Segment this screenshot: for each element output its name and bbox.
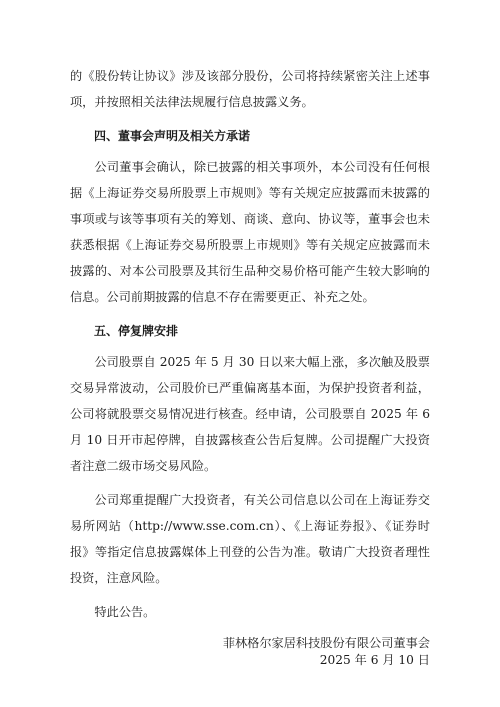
signature-company: 菲林格尔家居科技股份有限公司董事会 xyxy=(222,636,430,650)
section-4-body: 公司董事会确认，除已披露的相关事项外，本公司没有任何根据《上海证券交易所股票上市规则》等有关规定应披露而未披露的事项或与该等事项有关的筹划、商谈、意向、协议等，董事会也未获悉根据《上海证券交易所股票上市规则》等有关规定应披露而未披露的、对本公司股票及其衍生品种交易价格可能产生较大影响的信息。公司前期披露的信息不存在需要更正、补充之处。 xyxy=(70,160,430,304)
section-5-heading: 五、停复牌安排 xyxy=(94,324,179,338)
section-5-body: 公司股票自 2025 年 5 月 30 日以来大幅上涨，多次触及股票交易异常波动，公司股价已严重偏离基本面，为保护投资者利益，公司将就股票交易情况进行核查。经申请，公司股票自 2025 年 6 月 10 日开市起停牌，自披露核查公告后复牌。公司提醒广大投资者注意二级市场交易风险。 xyxy=(70,355,430,473)
signature-date: 2025 年 6 月 10 日 xyxy=(319,653,430,667)
closing-statement: 特此公告。 xyxy=(94,605,156,619)
intro-tail-paragraph: 的《股份转让协议》涉及该部分股份，公司将持续紧密关注上述事项，并按照相关法律法规履行信息披露义务。 xyxy=(70,69,430,109)
investor-reminder-paragraph: 公司郑重提醒广大投资者，有关公司信息以公司在上海证券交易所网站（http://www.sse.com.cn）、《上海证券报》、《证券时报》等指定信息披露媒体上刊登的公告为准。敬请广大投资者理性投资，注意风险。 xyxy=(70,493,430,585)
signature-block xyxy=(70,635,430,669)
section-4-heading: 四、董事会声明及相关方承诺 xyxy=(94,129,251,143)
